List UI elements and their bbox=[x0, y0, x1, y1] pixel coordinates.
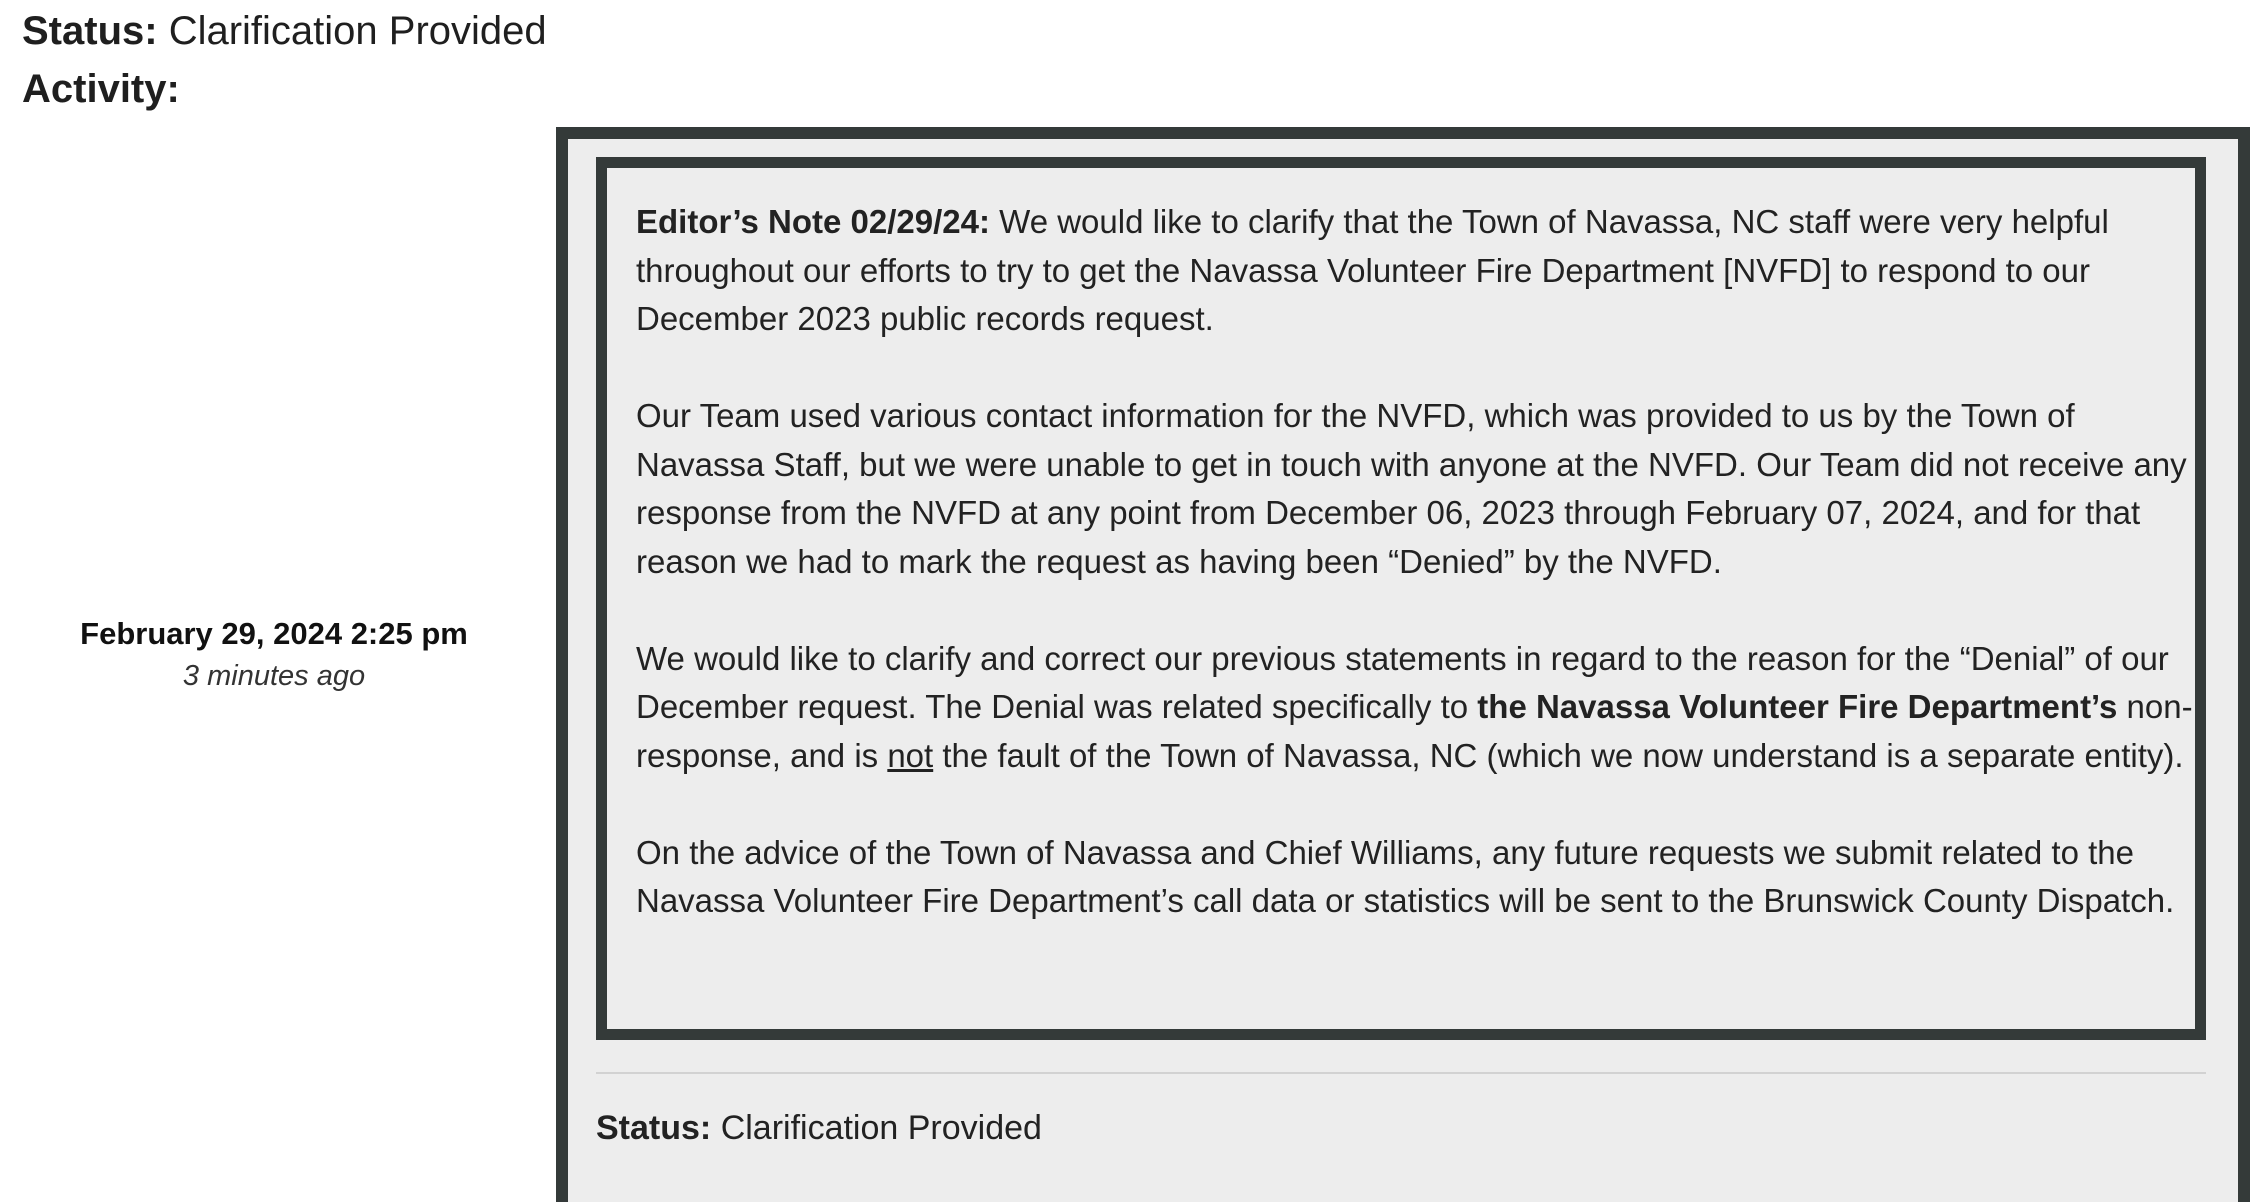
note-p3-underline: not bbox=[887, 736, 934, 774]
note-label: Editor’s Note 02/29/24: bbox=[636, 203, 990, 240]
activity-heading: Activity: bbox=[22, 67, 180, 111]
editors-note-text bbox=[636, 198, 2196, 926]
request-status bbox=[22, 6, 547, 56]
entry-status bbox=[596, 1104, 1042, 1152]
entry-divider bbox=[596, 1072, 2206, 1074]
status-label: Status: bbox=[22, 9, 158, 53]
note-p3-text-c: the fault of the Town of Navassa, NC (which we now understand is a separate entity). bbox=[933, 736, 2184, 774]
activity-date: February 29, 2024 2:25 pm bbox=[80, 616, 468, 651]
note-p3-text-b: non-response, and is bbox=[636, 688, 2193, 774]
note-p1-text: We would like to clarify that the Town of Navassa, NC staff were very helpful throughout our efforts to try to get the Navassa Volunteer Fire Department [NVFD] to respond to our December 2023 public records request. bbox=[636, 203, 2109, 337]
editors-note-box bbox=[596, 157, 2206, 1040]
note-paragraph-1 bbox=[636, 198, 2196, 344]
note-paragraph-3 bbox=[636, 635, 2196, 781]
note-paragraph-4: On the advice of the Town of Navassa and Chief Williams, any future requests we submit related to the Navassa Volunteer Fire Department’s call data or statistics will be sent to the Brunswick County Dispatch. bbox=[636, 833, 2175, 919]
note-p3-bold: the Navassa Volunteer Fire Department’s bbox=[1477, 688, 2118, 725]
note-paragraph-2: Our Team used various contact information for the NVFD, which was provided to us by the Town of Navassa Staff, but we were unable to get in touch with anyone at the NVFD. Our Team did not receive any response from the NVFD at any point from December 06, 2023 through February 07, 2024, and for that reason we had to mark the request as having been “Denied” by the NVFD. bbox=[636, 397, 2187, 580]
entry-status-value: Clarification Provided bbox=[720, 1109, 1042, 1147]
status-value: Clarification Provided bbox=[168, 9, 547, 53]
note-p3-text-a: We would like to clarify and correct our previous statements in regard to the reason for the “Denial” of our December request. The Denial was related specifically to bbox=[636, 639, 2169, 725]
activity-timestamp bbox=[0, 612, 548, 696]
entry-status-label: Status: bbox=[596, 1109, 712, 1147]
activity-relative-time: 3 minutes ago bbox=[182, 660, 366, 692]
